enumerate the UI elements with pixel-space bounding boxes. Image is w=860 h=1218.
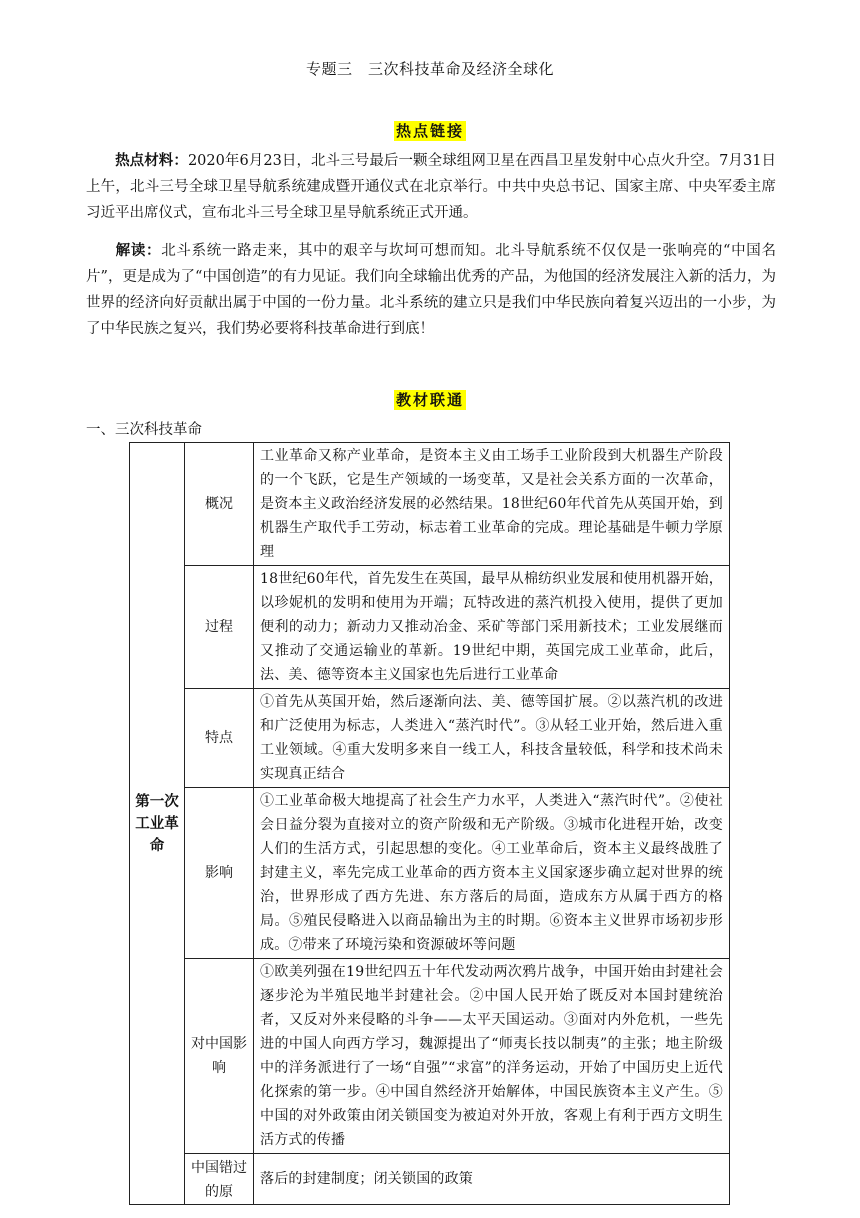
hot-link-heading <box>0 120 860 141</box>
hot-material-text: 2020年6月23日，北斗三号最后一颗全球组网卫星在西昌卫星发射中心点火升空。7月31日上午，北斗三号全球卫星导航系统建成暨开通仪式在北京举行。中共中央总书记、国家主席、中央军委主席习近平出席仪式，宣布北斗三号全球卫星导航系统正式开通。 <box>86 153 776 221</box>
row-label-features: 特点 <box>185 689 254 788</box>
table-row <box>130 566 730 689</box>
group-label-first-industrial-revolution <box>130 443 185 1205</box>
row-label-process: 过程 <box>185 566 254 689</box>
table-row <box>130 788 730 959</box>
table-row <box>130 443 730 566</box>
textbook-heading-text: 教材联通 <box>395 391 464 409</box>
table-row <box>130 1154 730 1205</box>
row-content-features: ①首先从英国开始，然后逐渐向法、美、德等国扩展。②以蒸汽机的改进和广泛使用为标志，人类进入“蒸汽时代”。③从轻工业开始，然后进入重工业领域。④重大发明多来自一线工人，科技含量较低，科学和技术尚未实现真正结合 <box>254 689 730 788</box>
row-content-china-impact: ①欧美列强在19世纪四五十年代发动两次鸦片战争，中国开始由封建社会逐步沦为半殖民地半封建社会。②中国人民开始了既反对本国封建统治者，又反对外来侵略的斗争——太平天国运动。③面对内外危机，一些先进的中国人向西方学习，魏源提出了“师夷长技以制夷”的主张；地主阶级中的洋务派进行了一场“自强”“求富”的洋务运动，开始了中国历史上近代化探索的第一步。④中国自然经济开始解体，中国民族资本主义产生。⑤中国的对外政策由闭关锁国变为被迫对外开放，客观上有利于西方文明生活方式的传播 <box>254 959 730 1154</box>
hot-material-lead: 热点材料： <box>115 152 188 169</box>
table-row <box>130 959 730 1154</box>
row-content-impact: ①工业革命极大地提高了社会生产力水平，人类进入“蒸汽时代”。②使社会日益分裂为直接对立的资产阶级和无产阶级。③城市化进程开始，改变人们的生活方式，引起思想的变化。④工业革命后，资本主义最终战胜了封建主义，率先完成工业革命的西方资本主义国家逐步确立起对世界的统治，世界形成了西方先进、东方落后的局面，造成东方从属于西方的格局。⑤殖民侵略进入以商品输出为主的时期。⑥资本主义世界市场初步形成。⑦带来了环境污染和资源破坏等问题 <box>254 788 730 959</box>
page-title: 专题三 三次科技革命及经济全球化 <box>305 60 554 78</box>
interpretation-lead: 解读： <box>115 242 162 259</box>
hot-material-paragraph <box>86 148 776 226</box>
row-label-china-impact: 对中国影响 <box>185 959 254 1154</box>
row-label-overview: 概况 <box>185 443 254 566</box>
revolution-table <box>129 442 730 1205</box>
row-label-impact: 影响 <box>185 788 254 959</box>
row-content-process: 18世纪60年代，首先发生在英国，最早从棉纺织业发展和使用机器开始，以珍妮机的发明和使用为开端；瓦特改进的蒸汽机投入使用，提供了更加便利的动力；新动力又推动冶金、采矿等部门采用新技术；工业发展继而又推动了交通运输业的革新。19世纪中期，英国完成工业革命，此后，法、美、德等资本主义国家也先后进行工业革命 <box>254 566 730 689</box>
subheading-three-revolutions: 一、三次科技革命 <box>86 422 202 438</box>
hot-link-heading-text: 热点链接 <box>395 122 464 140</box>
textbook-heading <box>0 389 860 410</box>
interpretation-paragraph <box>86 238 776 342</box>
row-content-overview: 工业革命又称产业革命，是资本主义由工场手工业阶段到大机器生产阶段的一个飞跃，它是生产领域的一场变革，又是社会关系方面的一次革命，是资本主义政治经济发展的必然结果。18世纪60年代首先从英国开始，到机器生产取代手工劳动，标志着工业革命的完成。理论基础是牛顿力学原理 <box>254 443 730 566</box>
interpretation-text: 北斗系统一路走来，其中的艰辛与坎坷可想而知。北斗导航系统不仅仅是一张响亮的“中国名片”，更是成为了“中国创造”的有力见证。我们向全球输出优秀的产品，为他国的经济发展注入新的活力，为世界的经济向好贡献出属于中国的一份力量。北斗系统的建立只是我们中华民族向着复兴迈出的一小步，为了中华民族之复兴，我们势必要将科技革命进行到底！ <box>86 243 776 337</box>
table-row <box>130 689 730 788</box>
row-content-china-missed-reason: 落后的封建制度；闭关锁国的政策 <box>254 1154 730 1205</box>
row-label-china-missed-reason: 中国错过的原 <box>185 1154 254 1205</box>
group-label-text: 第一次工业革命 <box>135 793 179 854</box>
